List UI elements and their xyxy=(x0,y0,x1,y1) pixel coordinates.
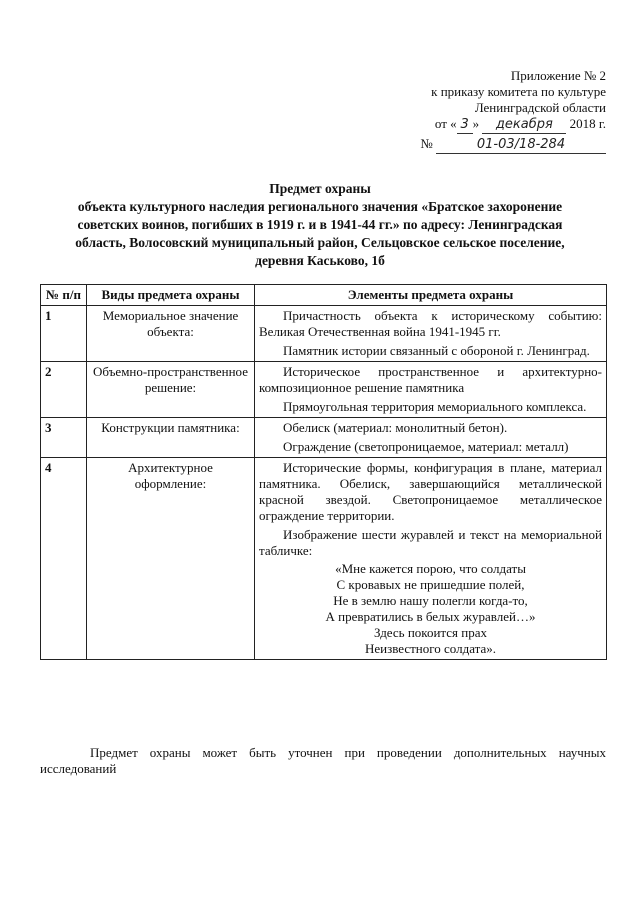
table-row xyxy=(41,458,607,660)
title-heading: Предмет охраны xyxy=(269,181,371,196)
row-elements xyxy=(255,306,607,362)
appendix-date: от « 3 » декабря 2018 г. xyxy=(434,116,606,132)
protection-table xyxy=(40,284,607,660)
title-line-2: объекта культурного наследия регионального значения «Братское захоронение xyxy=(77,199,563,214)
element-text: Прямоугольная территория мемориального комплекса. xyxy=(283,399,587,414)
row-elements xyxy=(255,362,607,418)
element-text: Причастность объекта к историческому событию: Великая Отечественная война 1941-1945 гг. xyxy=(259,308,602,339)
table-row xyxy=(41,362,607,418)
poem-line: А превратились в белых журавлей…» xyxy=(325,609,536,624)
date-day: 3 xyxy=(457,117,473,134)
table-row xyxy=(41,306,607,362)
date-year: 2018 г. xyxy=(569,116,606,131)
poem-line: Не в землю нашу полегли когда-то, xyxy=(333,593,528,608)
date-month: декабря xyxy=(482,117,566,134)
row-num: 1 xyxy=(41,306,87,362)
memorial-plaque-text xyxy=(259,561,602,657)
element-text: Изображение шести журавлей и текст на мемориальной табличке: xyxy=(259,527,602,558)
appendix-order-ref: к приказу комитета по культуре xyxy=(431,84,606,99)
doc-number-value: 01-03/18-284 xyxy=(436,137,606,154)
element-text: Памятник истории связанный с обороной г. Ленинград. xyxy=(283,343,590,358)
appendix-doc-number: № 01-03/18-284 xyxy=(380,136,606,152)
poem-line: Здесь покоится прах xyxy=(374,625,487,640)
element-text: Ограждение (светопроницаемое, материал: металл) xyxy=(283,439,569,454)
appendix-region: Ленинградской области xyxy=(474,100,606,115)
element-text: Историческое пространственное и архитектурно-композиционное решение памятника xyxy=(259,364,602,395)
row-elements xyxy=(255,418,607,458)
poem-line: С кровавых не пришедшие полей, xyxy=(336,577,525,592)
row-elements xyxy=(255,458,607,660)
row-kind: Мемориальное значение объекта: xyxy=(87,306,255,362)
document-title xyxy=(40,180,600,270)
table-header-row xyxy=(41,285,607,306)
poem-line: Неизвестного солдата». xyxy=(364,641,497,656)
element-text: Обелиск (материал: монолитный бетон). xyxy=(283,420,508,435)
appendix-block xyxy=(380,68,606,152)
appendix-number: Приложение № 2 xyxy=(510,68,606,83)
row-num: 2 xyxy=(41,362,87,418)
poem-line: «Мне кажется порою, что солдаты xyxy=(335,561,526,576)
table-row xyxy=(41,418,607,458)
header-num: № п/п xyxy=(41,285,87,306)
title-line-5: деревня Каськово, 1б xyxy=(255,253,385,268)
footer-note: Предмет охраны может быть уточнен при проведении дополнительных научных исследований xyxy=(40,745,606,776)
title-line-3: советских воинов, погибших в 1919 г. и в 1941-44 гг.» по адресу: Ленинградская xyxy=(77,217,563,232)
row-num: 3 xyxy=(41,418,87,458)
row-kind: Архитектурное оформление: xyxy=(87,458,255,660)
title-line-4: область, Волосовский муниципальный район, Сельцовское сельское поселение, xyxy=(75,235,565,250)
row-kind: Конструкции памятника: xyxy=(87,418,255,458)
row-kind: Объемно-пространственное решение: xyxy=(87,362,255,418)
header-elements: Элементы предмета охраны xyxy=(255,285,607,306)
header-kind: Виды предмета охраны xyxy=(87,285,255,306)
element-text: Исторические формы, конфигурация в плане, материал памятника. Обелиск, завершающийся металлической красной звездой. Светопроницаемое металлическое ограждение территории. xyxy=(259,460,602,523)
row-num: 4 xyxy=(41,458,87,660)
